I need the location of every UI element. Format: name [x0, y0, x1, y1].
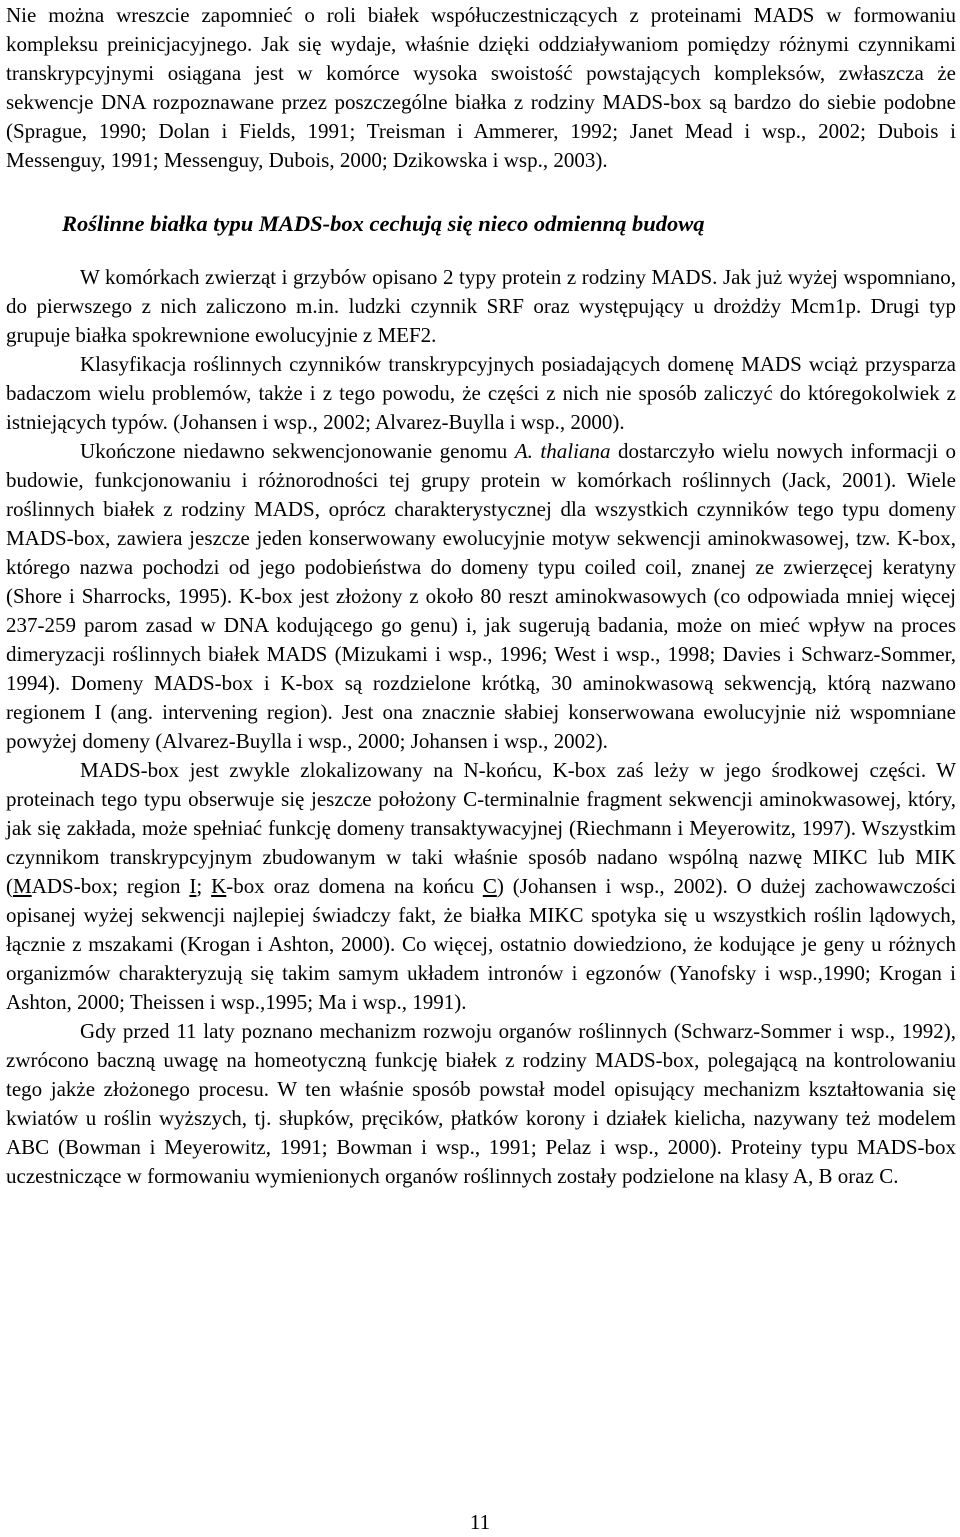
paragraph-mikc-text-e: ) (Johansen i wsp., 2002). O dużej zachowawczości opisanej wyżej sekwencji najlepiej świadczy fakt, że białka MIKC spotyka się u wszystkich roślin lądowych, łącznie z mszakami (Krogan i Ashton, 2000). Co więcej, ostatnio dowiedziono, że kodujące je geny u różnych organizmów charakteryzują się takim samym układem intronów i egzonów (Yanofsky i wsp.,1990; Krogan i Ashton, 2000; Theissen i wsp.,1995; Ma i wsp., 1991).: [6, 874, 956, 1014]
paragraph-mikc-text-b: ADS-box; region: [31, 874, 190, 898]
document-page: [6, 1, 956, 1191]
acronym-letter-i: I: [189, 874, 197, 898]
paragraph-classification: Klasyfikacja roślinnych czynników transkrypcyjnych posiadających domenę MADS wciąż przysparza badaczom wielu problemów, także i z tego powodu, że części z nich nie sposób zaliczyć do któregokolwiek z istniejących typów. (Johansen i wsp., 2002; Alvarez-Buylla i wsp., 2000).: [6, 352, 956, 434]
acronym-letter-k: K: [211, 874, 227, 898]
acronym-letter-c: C: [482, 874, 497, 898]
paragraph-genome-sequencing: [6, 437, 956, 756]
paragraph-mikc-structure: [6, 756, 956, 1017]
paragraph-mikc-text-d: -box oraz domena na końcu: [226, 874, 483, 898]
paragraph-abc-model: Gdy przed 11 laty poznano mechanizm rozwoju organów roślinnych (Schwarz-Sommer i wsp., 1992), zwrócono baczną uwagę na homeotyczną funkcję białek z rodziny MADS-box, polegającą na kontrolowaniu tego jakże złożonego procesu. W ten właśnie sposób powstał model opisujący mechanizm kształtowania się kwiatów u roślin wyższych, tj. słupków, pręcików, płatków korony i działek kielicha, nazywany też modelem ABC (Bowman i Meyerowitz, 1991; Bowman i wsp., 1991; Pelaz i wsp., 2000). Proteiny typu MADS-box uczestniczące w formowaniu wymienionych organów roślinnych zostały podzielone na klasy A, B oraz C.: [6, 1019, 956, 1188]
acronym-letter-m: M: [13, 874, 32, 898]
paragraph-genome-text-a: Ukończone niedawno sekwencjonowanie genomu: [80, 439, 515, 463]
page-number: 11: [469, 1510, 491, 1534]
paragraph-mikc-text-a: MADS-box jest zwykle zlokalizowany na N-końcu, K-box zaś leży w jego środkowej części. W proteinach tego typu obserwuje się jeszcze położony C-terminalnie fragment sekwencji aminokwasowej, który, jak się zakłada, może spełniać funkcję domeny transaktywacyjnej (Riechmann i Meyerowitz, 1997). Wszystkim czynnikom transkrypcyjnym zbudowanym w taki właśnie sposób nadano wspólną nazwę MIKC lub MIK (: [6, 758, 956, 898]
paragraph-genome-text-b: dostarczyło wielu nowych informacji o budowie, funkcjonowaniu i różnorodności tej grupy protein w komórkach roślinnych (Jack, 2001). Wiele roślinnych białek z rodziny MADS, oprócz charakterystycznej dla wszystkich czynników tego typu domeny MADS-box, zawiera jeszcze jeden konserwowany ewolucyjnie motyw sekwencji aminokwasowej, tzw. K-box, którego nazwa pochodzi od jego podobieństwa do domeny typu coiled coil, znanej ze zwierzęcej keratyny (Shore i Sharrocks, 1995). K-box jest złożony z około 80 reszt aminokwasowych (co odpowiada mniej więcej 237-259 parom zasad w DNA kodującego go genu) i, jak sugerują badania, może on mieć wpływ na proces dimeryzacji roślinnych białek MADS (Mizukami i wsp., 1996; West i wsp., 1998; Davies i Schwarz-Sommer, 1994). Domeny MADS-box i K-box są rozdzielone krótką, 30 aminokwasową sekwencją, którą nazwano regionem I (ang. intervening region). Jest ona znacznie słabiej konserwowana ewolucyjnie niż wspomniane powyżej domeny (Alvarez-Buylla i wsp., 2000; Johansen i wsp., 2002).: [6, 439, 957, 753]
species-name: A. thaliana: [514, 439, 611, 463]
paragraph-mads-types: W komórkach zwierząt i grzybów opisano 2 typy protein z rodziny MADS. Jak już wyżej wspomniano, do pierwszego z nich zaliczono m.in. ludzki czynnik SRF oraz występujący u drożdży Mcm1p. Drugi typ grupuje białka spokrewnione ewolucyjnie z MEF2.: [6, 265, 956, 347]
section-heading: Roślinne białka typu MADS-box cechują się nieco odmienną budową: [62, 211, 705, 236]
intro-paragraph: Nie można wreszcie zapomnieć o roli białek współuczestniczących z proteinami MADS w formowaniu kompleksu preinicjacyjnego. Jak się wydaje, właśnie dzięki oddziaływaniom pomiędzy różnymi czynnikami transkrypcyjnymi osiągana jest w komórce wysoka swoistość powstających kompleksów, zwłaszcza że sekwencje DNA rozpoznawane przez poszczególne białka z rodziny MADS-box są bardzo do siebie podobne (Sprague, 1990; Dolan i Fields, 1991; Treisman i Ammerer, 1992; Janet Mead i wsp., 2002; Dubois i Messenguy, 1991; Messenguy, Dubois, 2000; Dzikowska i wsp., 2003).: [6, 3, 956, 172]
paragraph-mikc-text-c: ;: [196, 874, 212, 898]
